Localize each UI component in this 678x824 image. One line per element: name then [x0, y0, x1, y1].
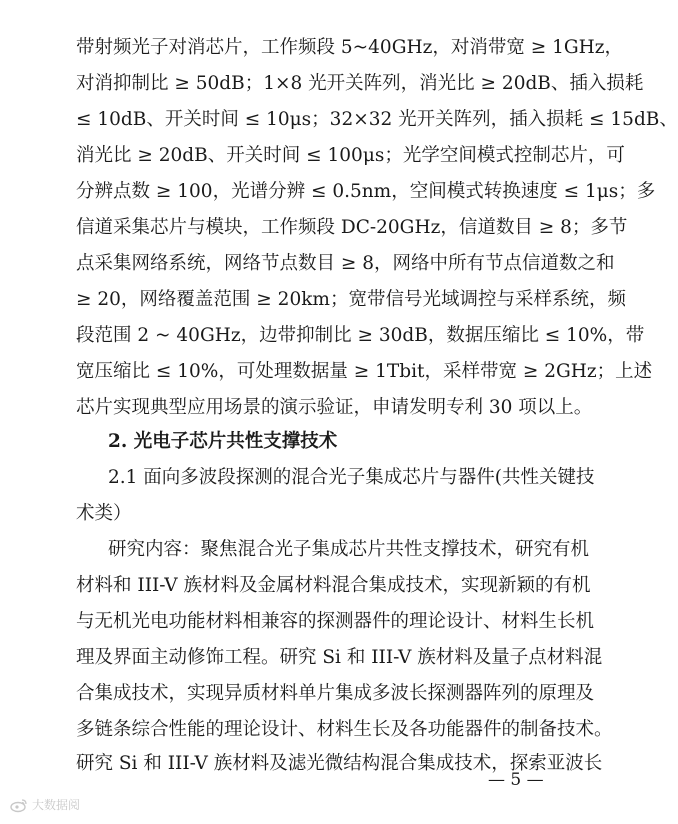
- paragraph-line: 消光比 ≥ 20dB、开关时间 ≤ 100μs；光学空间模式控制芯片，可: [76, 145, 625, 166]
- paragraph-line: 材料和 III-V 族材料及金属材料混合集成技术，实现新颖的有机: [76, 575, 591, 596]
- paragraph-line: ≥ 20，网络覆盖范围 ≥ 20km；宽带信号光域调控与采样系统，频: [76, 289, 626, 310]
- paragraph-line: 信道采集芯片与模块，工作频段 DC-20GHz，信道数目 ≥ 8；多节: [76, 217, 628, 238]
- paragraph-line: ≤ 10dB、开关时间 ≤ 10μs；32×32 光开关阵列，插入损耗 ≤ 15dB、: [76, 109, 678, 130]
- paragraph-line: 点采集网络系统，网络节点数目 ≥ 8，网络中所有节点信道数之和: [76, 253, 615, 274]
- subsection-title: 2.1 面向多波段探测的混合光子集成芯片与器件(共性关键技: [108, 467, 595, 488]
- paragraph-line: 分辨点数 ≥ 100，光谱分辨 ≤ 0.5nm，空间模式转换速度 ≤ 1μs；多: [76, 181, 656, 202]
- watermark: [10, 796, 80, 813]
- subsection-title: 术类）: [76, 503, 132, 524]
- paragraph-line: 宽压缩比 ≤ 10%，可处理数据量 ≥ 1Tbit，采样带宽 ≥ 2GHz；上述: [76, 361, 653, 382]
- paragraph-line: 段范围 2 ~ 40GHz，边带抑制比 ≥ 30dB，数据压缩比 ≤ 10%，带: [76, 325, 645, 346]
- section-heading: 2. 光电子芯片共性支撑技术: [108, 431, 338, 452]
- paragraph-line: 研究内容：聚焦混合光子集成芯片共性支撑技术，研究有机: [108, 539, 590, 560]
- paragraph-line: 理及界面主动修饰工程。研究 Si 和 III-V 族材料及量子点材料混: [76, 647, 603, 668]
- paragraph-line: 对消抑制比 ≥ 50dB；1×8 光开关阵列，消光比 ≥ 20dB、插入损耗: [76, 73, 644, 94]
- watermark-text: 大数据阅: [32, 798, 81, 812]
- paragraph-line: 与无机光电功能材料相兼容的探测器件的理论设计、材料生长机: [76, 611, 595, 632]
- paragraph-line: 研究 Si 和 III-V 族材料及滤光微结构混合集成技术，探索亚波长: [76, 753, 603, 774]
- weibo-icon: [10, 798, 28, 812]
- page-number: — 5 —: [488, 770, 544, 790]
- paragraph-line: 带射频光子对消芯片，工作频段 5~40GHz，对消带宽 ≥ 1GHz，: [76, 37, 624, 58]
- paragraph-line: 多链条综合性能的理论设计、材料生长及各功能器件的制备技术。: [76, 719, 613, 740]
- paragraph-line: 芯片实现典型应用场景的演示验证，申请发明专利 30 项以上。: [76, 397, 593, 418]
- paragraph-line: 合集成技术，实现异质材料单片集成多波长探测器阵列的原理及: [76, 683, 595, 704]
